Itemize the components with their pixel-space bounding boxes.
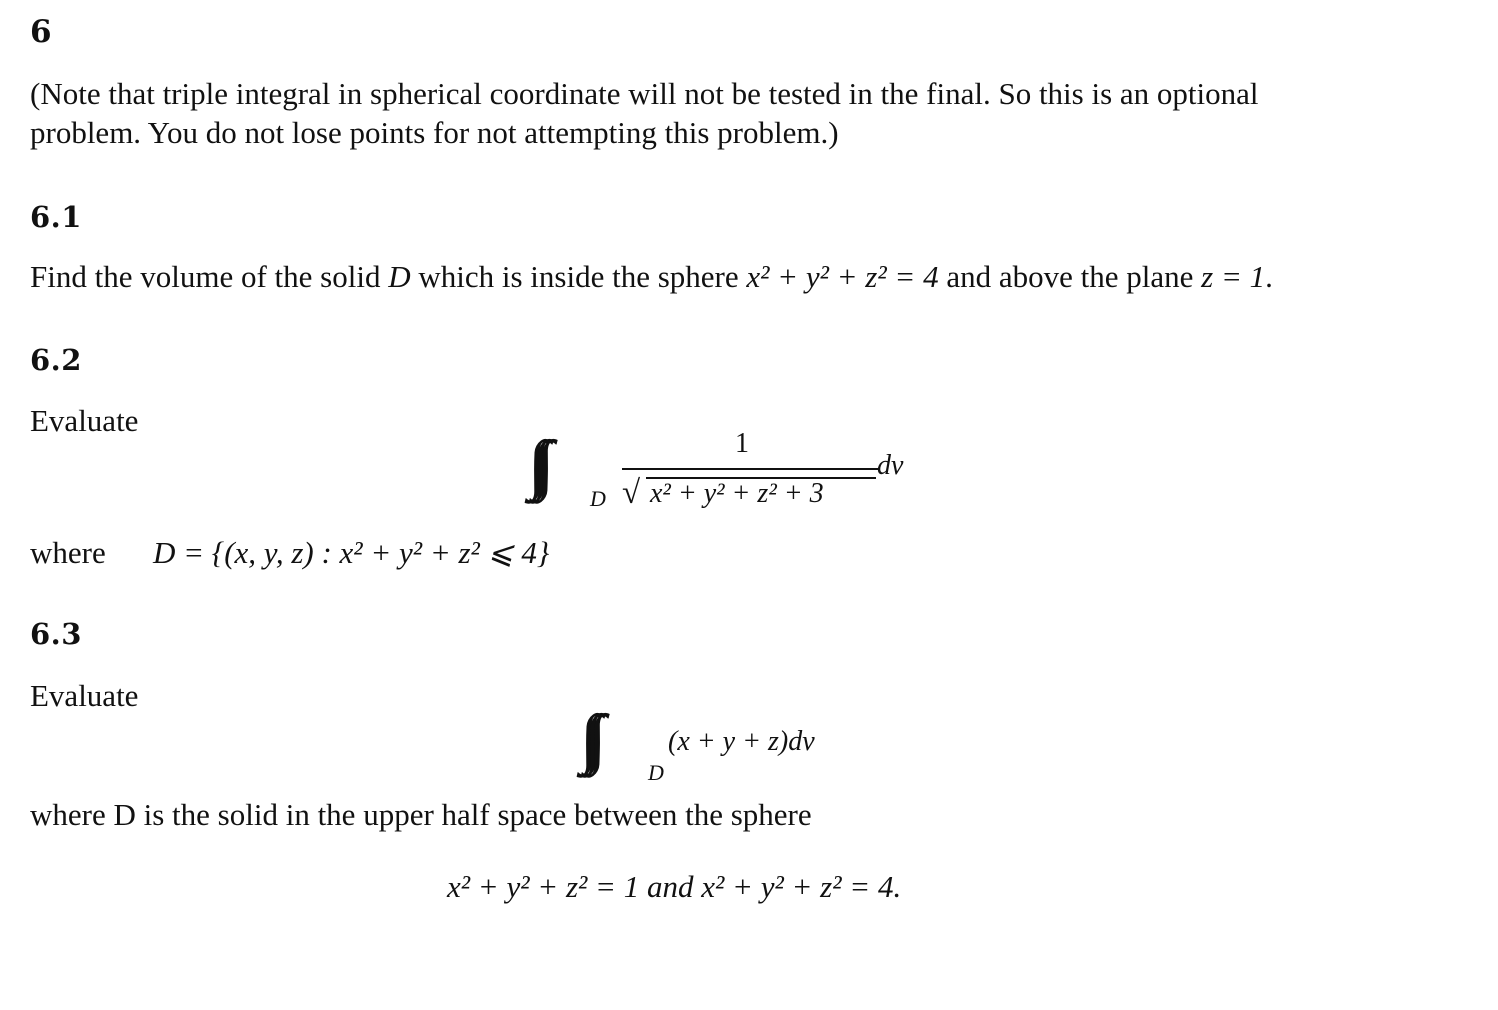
differential-dv: dv <box>877 450 904 481</box>
fraction-numerator: 1 <box>735 428 749 459</box>
problem-number: 6 <box>30 14 53 50</box>
fraction-bar <box>622 468 878 470</box>
part-6-3-intro: Evaluate <box>30 678 139 713</box>
part-6-3-description: where D is the solid in the upper half space between the sphere <box>30 797 812 832</box>
fraction-denominator: x² + y² + z² + 3 <box>650 478 824 509</box>
note-line-2: problem. You do not lose points for not attempting this problem.) <box>30 115 839 150</box>
part-6-2-heading: 6.2 <box>30 343 82 377</box>
note-line-1: (Note that triple integral in spherical coordinate will not be tested in the final. So this is an optional <box>30 76 1259 111</box>
q1-text-end: . <box>1265 259 1273 294</box>
triple-integral-sign: ∫∫∫ <box>528 428 541 501</box>
integral-region-subscript: D <box>590 486 606 511</box>
part-6-3-heading: 6.3 <box>30 617 82 651</box>
q1-text-mid2: and above the plane <box>938 259 1202 294</box>
integrand: (x + y + z)dv <box>668 726 815 757</box>
part-6-2-region-definition: D = {(x, y, z) : x² + y² + z² ⩽ 4} <box>153 535 550 570</box>
q1-text-before: Find the volume of the solid <box>30 259 389 294</box>
q1-sphere-equation: x² + y² + z² = 4 <box>746 259 939 294</box>
sqrt-symbol: √ <box>622 475 641 511</box>
part-6-2-intro: Evaluate <box>30 403 139 438</box>
integral-region-subscript: D <box>648 760 664 785</box>
triple-integral-sign: ∫∫∫ <box>580 702 593 775</box>
q1-plane-equation: z = 1 <box>1201 259 1266 294</box>
part-6-1-heading: 6.1 <box>30 200 82 234</box>
q1-solid: D <box>388 259 411 294</box>
part-6-3-sphere-equations: x² + y² + z² = 1 and x² + y² + z² = 4. <box>447 869 902 904</box>
part-6-1-question <box>30 257 1273 296</box>
part-6-2-where-label: where <box>30 535 106 570</box>
q1-text-mid: which is inside the sphere <box>410 259 747 294</box>
